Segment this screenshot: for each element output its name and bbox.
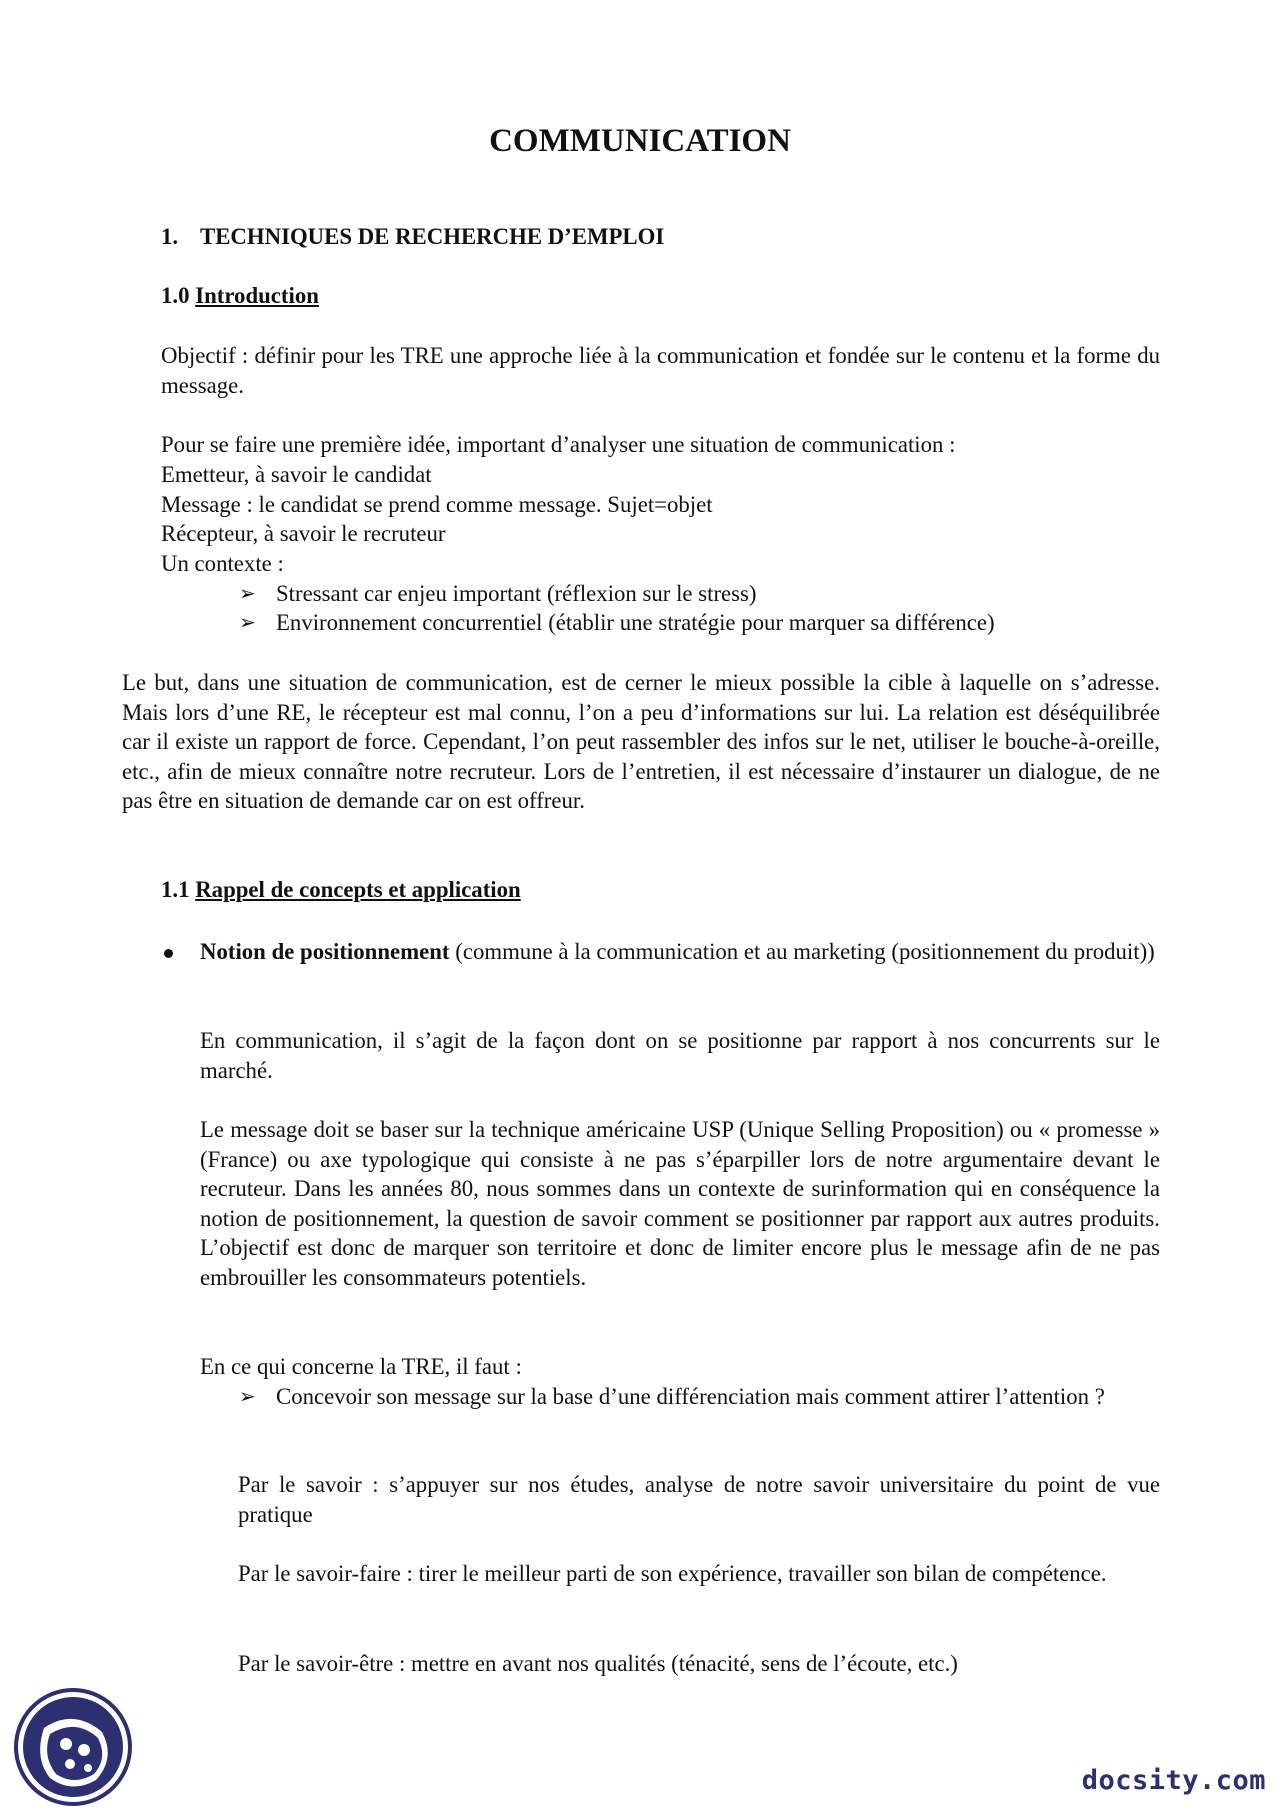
communication-paragraph: En communication, il s’agit de la façon dont on se positionne par rapport à nos concurrents sur le marché. — [200, 1028, 1160, 1083]
subheading-introduction — [161, 281, 319, 311]
bullet-dot-icon — [164, 949, 173, 958]
intro-line: Emetteur, à savoir le candidat — [161, 462, 432, 487]
concevoir-list-item — [239, 1382, 1160, 1412]
arrow-bullet-icon: ➢ — [239, 581, 256, 605]
intro-line: Récepteur, à savoir le recruteur — [161, 521, 446, 546]
subheading-number: 1.0 — [161, 283, 190, 308]
docsity-logo-icon[interactable] — [14, 1688, 132, 1806]
context-list-item — [239, 579, 1126, 609]
context-item-text: Stressant car enjeu important (réflexion sur le stress) — [276, 581, 757, 606]
notion-description: (commune à la communication et au marketing (positionnement du produit)) — [449, 939, 1155, 964]
page-title: COMMUNICATION — [489, 123, 791, 159]
objectif-paragraph: Objectif : définir pour les TRE une approche liée à la communication et fondée sur le contenu et la forme du message. — [161, 343, 1160, 398]
context-item-text: Environnement concurrentiel (établir une stratégie pour marquer sa différence) — [276, 610, 995, 635]
section-number: 1. — [161, 224, 179, 249]
intro-line: Message : le candidat se prend comme message. Sujet=objet — [161, 492, 713, 517]
section-title: TECHNIQUES DE RECHERCHE D’EMPLOI — [200, 224, 665, 249]
arrow-bullet-icon: ➢ — [239, 610, 256, 634]
intro-line: Un contexte : — [161, 551, 284, 576]
tre-paragraph: En ce qui concerne la TRE, il faut : — [200, 1354, 522, 1379]
arrow-bullet-icon: ➢ — [239, 1384, 256, 1408]
savoir-etre-paragraph: Par le savoir-être : mettre en avant nos qualités (ténacité, sens de l’écoute, etc.) — [238, 1651, 958, 1676]
notion-term: Notion de positionnement — [200, 939, 450, 964]
message-paragraph: Le message doit se baser sur la technique américaine USP (Unique Selling Proposition) ou « promesse » (France) ou axe typologique qui consiste à ne pas s’éparpiller lors de notre argumentaire devant le recruteur. Dans les années 80, nous sommes dans un contexte de surinformation qui en conséquence la notion de positionnement, la question de savoir comment se positionner par rapport aux autres produits. L’objectif est donc de marquer son territoire et donc de limiter encore plus le message afin de ne pas embrouiller les consommateurs potentiels. — [200, 1117, 1160, 1290]
context-list-item — [239, 608, 1126, 638]
docsity-brand-link[interactable]: docsity.com — [1081, 1765, 1266, 1796]
savoir-paragraph: Par le savoir : s’appuyer sur nos études, analyse de notre savoir universitaire du point de vue pratique — [238, 1472, 1160, 1527]
subheading-title: Introduction — [195, 283, 319, 308]
but-paragraph: Le but, dans une situation de communication, est de cerner le mieux possible la cible à laquelle on s’adresse. Mais lors d’une RE, le récepteur est mal connu, l’on a peu d’informations sur lui. La relation est déséquilibrée car il existe un rapport de force. Cependant, l’on peut rassembler des infos sur le net, utiliser le bouche-à-oreille, etc., afin de mieux connaître notre recruteur. Lors de l’entretien, il est nécessaire d’instaurer un dialogue, de ne pas être en situation de demande car on est offreur. — [122, 670, 1160, 814]
subheading-title: Rappel de concepts et application — [195, 877, 521, 902]
subheading-number: 1.1 — [161, 877, 190, 902]
intro-line: Pour se faire une première idée, important d’analyser une situation de communication : — [161, 432, 956, 457]
section-heading-1 — [161, 222, 664, 252]
subheading-rappel — [161, 875, 521, 905]
concevoir-text: Concevoir son message sur la base d’une différenciation mais comment attirer l’attention ? — [276, 1384, 1105, 1409]
savoir-faire-paragraph: Par le savoir-faire : tirer le meilleur parti de son expérience, travailler son bilan de compétence. — [238, 1561, 1107, 1586]
notion-paragraph — [200, 937, 1160, 967]
